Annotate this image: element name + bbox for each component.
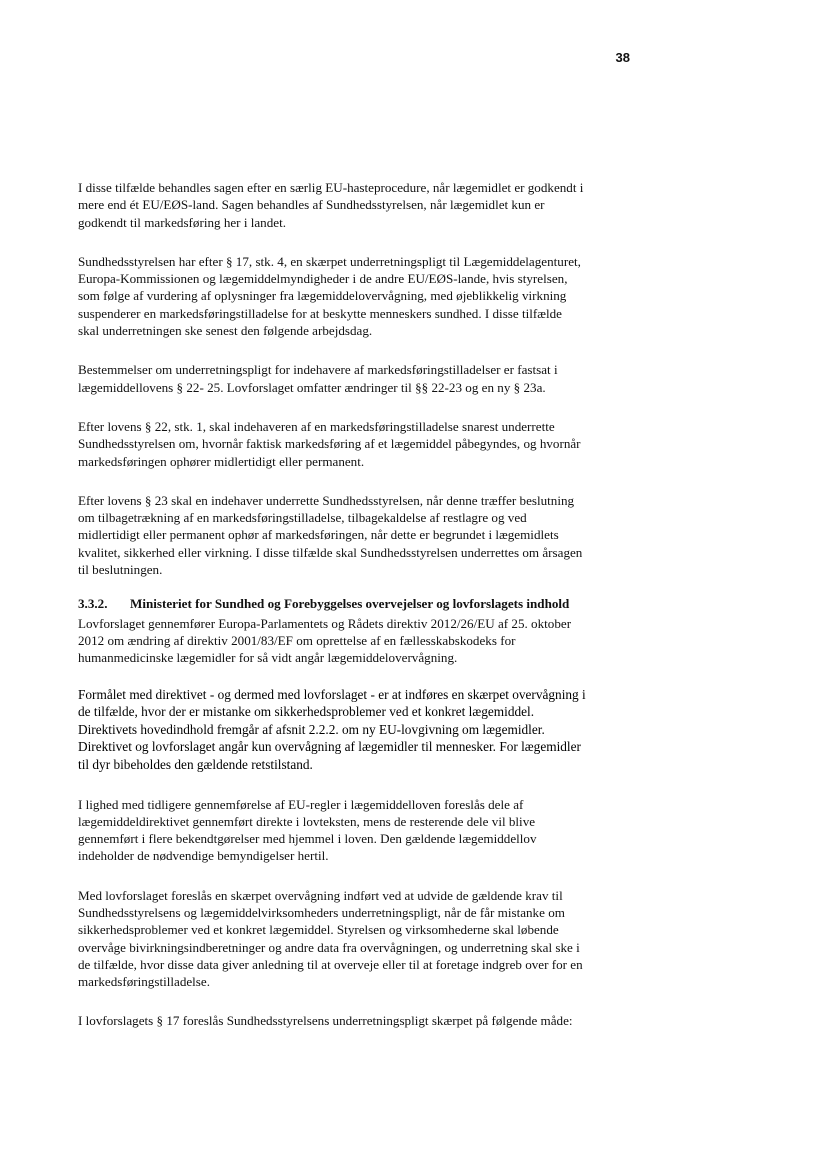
paragraph: Lovforslaget gennemfører Europa-Parlamentets og Rådets direktiv 2012/26/EU af 25. oktober 2012 om ændring af direktiv 2001/83/EF om oprettelse af en fællesskabskodeks for humanmedicinske lægemidler for så vidt angår lægemiddelovervågning. xyxy=(78,615,572,666)
paragraph: I lighed med tidligere gennemførelse af EU-regler i lægemiddelloven foreslås dele af lægemiddeldirektivet gennemført direkte i lovteksten, mens de resterende dele vil blive gennemført i flere bekendtgørelser med hjemmel i loven. Den gældende lægemiddellov indeholder de nødvendige bemyndigelser hertil. xyxy=(78,796,537,864)
paragraph: Med lovforslaget foreslås en skærpet overvågning indført ved at udvide de gældende krav til Sundhedsstyrelsens og lægemiddelvirksomheders underretningspligt, når de får mistanke om sikkerhedsproblemer ved et konkret lægemiddel. Styrelsen og virksomhederne skal løbende overvåge bivirkningsindberetninger og andre data fra overvågningen, og underretning skal ske i de tilfælde, hvor disse data giver anledning til at overveje eller til at foretage indgreb over for en markedsføringstilladelse. xyxy=(78,887,583,990)
page-number: 38 xyxy=(615,50,630,65)
section-title: Ministeriet for Sundhed og Forebyggelses overvejelser og lovforslagets indhold xyxy=(130,596,570,612)
section-number: 3.3.2. xyxy=(78,596,108,612)
paragraph: Efter lovens § 22, stk. 1, skal indehaveren af en markedsføringstilladelse snarest underrette Sundhedsstyrelsen om, hvornår faktisk markedsføring af et lægemiddel påbegyndes, og hvornår markedsføringen ophører midlertidigt eller permanent. xyxy=(78,418,581,469)
paragraph: I lovforslagets § 17 foreslås Sundhedsstyrelsens underretningspligt skærpet på følgende måde: xyxy=(78,1013,573,1029)
paragraph: Bestemmelser om underretningspligt for indehavere af markedsføringstilladelser er fastsat i lægemiddellovens § 22- 25. Lovforslaget omfatter ændringer til §§ 22-23 og en ny § 23a. xyxy=(78,362,558,395)
paragraph: I disse tilfælde behandles sagen efter en særlig EU-hasteprocedure, når lægemidlet er godkendt i mere end ét EU/EØS-land. Sagen behandles af Sundhedsstyrelsen, når lægemidlet kun er godkendt til markedsføring her i landet. xyxy=(78,180,584,230)
document-body xyxy=(78,179,623,1030)
paragraph: Sundhedsstyrelsen har efter § 17, stk. 4, en skærpet underretningspligt til Lægemiddelagenturet, Europa-Kommissionen og lægemiddelmyndigheder i de andre EU/EØS-lande, hvis styrelsen, som følge af vurdering af oplysninger fra lægemiddelovervågning, med øjeblikkelig virkning suspenderer en markedsføringstilladelse for at beskytte menneskers sundhed. I disse tilfælde skal underretningen ske senest den følgende arbejdsdag. xyxy=(78,253,581,339)
paragraph: Formålet med direktivet - og dermed med lovforslaget - er at indføres en skærpet overvågning i de tilfælde, hvor der er mistanke om sikkerhedsproblemer ved et konkret lægemiddel. Direktivets hovedindhold fremgår af afsnit 2.2.2. om ny EU-lovgivning om lægemidler. Direktivet og lovforslaget angår kun overvågning af lægemidler til mennesker. For lægemidler til dyr bibeholdes den gældende retstilstand. xyxy=(78,686,586,772)
paragraph: Efter lovens § 23 skal en indehaver underrette Sundhedsstyrelsen, når denne træffer beslutning om tilbagetrækning af en markedsføringstilladelse, tilbagekaldelse af restlagre og ved midlertidigt eller permanent ophør af markedsføringen, når dette er begrundet i lægemidlets kvalitet, sikkerhed eller virkning. I disse tilfælde skal Sundhedsstyrelsen underrettes om årsagen til beslutningen. xyxy=(78,492,583,578)
section-heading xyxy=(78,595,623,612)
